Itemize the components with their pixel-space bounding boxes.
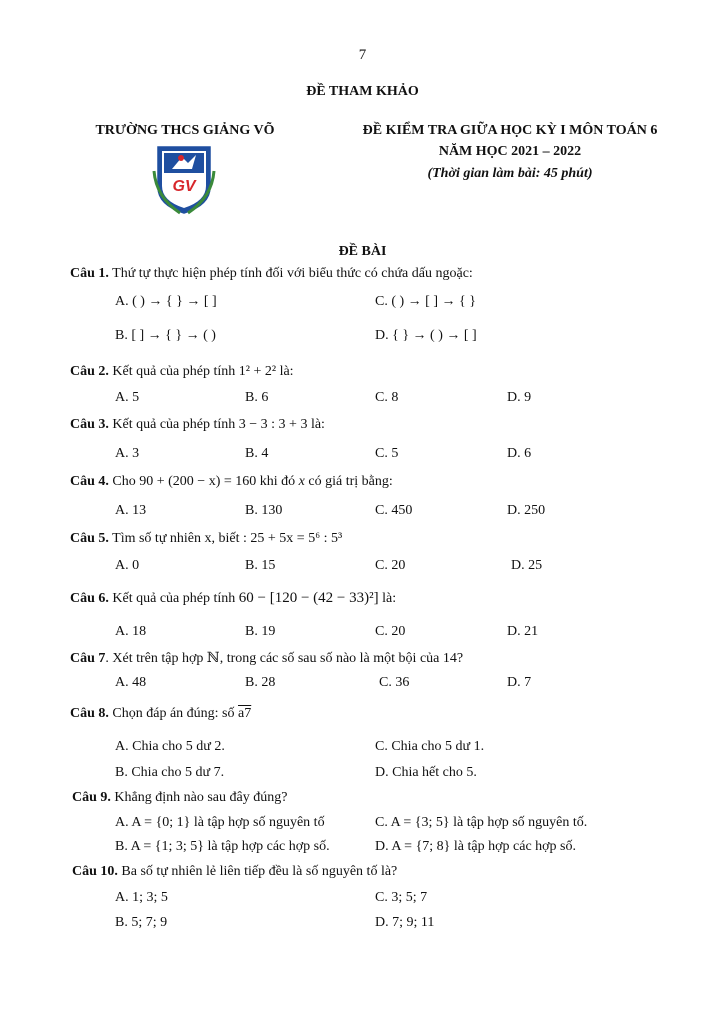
q1-option-a[interactable]: A. ( ) → { } → [ ] bbox=[115, 294, 217, 309]
q9-option-d[interactable]: D. A = {7; 8} là tập hợp các hợp số. bbox=[375, 839, 577, 854]
q8-option-a[interactable]: A. Chia cho 5 dư 2. bbox=[115, 739, 225, 754]
question-label: Câu 5. bbox=[70, 531, 109, 546]
q6-option-b[interactable]: B. 19 bbox=[245, 624, 276, 639]
section-title: ĐỀ BÀI bbox=[338, 244, 387, 259]
q2-option-c[interactable]: C. 8 bbox=[375, 390, 399, 405]
school-logo bbox=[152, 141, 216, 217]
question-text: Thứ tự thực hiện phép tính đối với biểu thức có chứa dấu ngoặc: bbox=[112, 266, 473, 281]
q10-option-b[interactable]: B. 5; 7; 9 bbox=[115, 915, 168, 930]
q10-option-d[interactable]: D. 7; 9; 11 bbox=[375, 915, 435, 930]
question-label: Câu 3. bbox=[70, 417, 109, 432]
question-text-end: , trong các số sau số nào là một bội của 14? bbox=[219, 651, 464, 666]
q2-option-b[interactable]: B. 6 bbox=[245, 390, 269, 405]
q4-option-b[interactable]: B. 130 bbox=[245, 503, 283, 518]
logo-lettering: GV bbox=[172, 178, 196, 195]
q3-option-b[interactable]: B. 4 bbox=[245, 446, 269, 461]
q10-option-a[interactable]: A. 1; 3; 5 bbox=[115, 890, 168, 905]
school-name: TRƯỜNG THCS GIẢNG VÕ bbox=[95, 123, 275, 138]
q1-option-d[interactable]: D. { } → ( ) → [ ] bbox=[375, 328, 477, 343]
question-6 bbox=[70, 589, 396, 608]
time-note: (Thời gian làm bài: 45 phút) bbox=[427, 166, 593, 181]
question-expression: 25 + 5x = 5⁶ : 5³ bbox=[250, 531, 343, 546]
q8-option-c[interactable]: C. Chia cho 5 dư 1. bbox=[375, 739, 485, 754]
q7-option-d[interactable]: D. 7 bbox=[507, 675, 532, 690]
q4-option-c[interactable]: C. 450 bbox=[375, 503, 413, 518]
q5-option-c[interactable]: C. 20 bbox=[375, 558, 406, 573]
question-4 bbox=[70, 473, 393, 491]
q3-option-d[interactable]: D. 6 bbox=[507, 446, 532, 461]
q4-option-a[interactable]: A. 13 bbox=[115, 503, 147, 518]
question-3 bbox=[70, 416, 325, 434]
question-7 bbox=[70, 650, 463, 668]
question-expression: 90 + (200 − x) = 160 bbox=[139, 474, 257, 489]
doc-label: ĐỀ THAM KHẢO bbox=[306, 84, 419, 99]
question-text: Khẳng định nào sau đây đúng? bbox=[114, 790, 288, 805]
q5-option-b[interactable]: B. 15 bbox=[245, 558, 276, 573]
q5-option-d[interactable]: D. 25 bbox=[511, 558, 543, 573]
q6-option-c[interactable]: C. 20 bbox=[375, 624, 406, 639]
question-label: Câu 6. bbox=[70, 591, 109, 606]
q2-option-d[interactable]: D. 9 bbox=[507, 390, 532, 405]
question-text-end: là: bbox=[310, 417, 325, 432]
q3-option-c[interactable]: C. 5 bbox=[375, 446, 399, 461]
q2-option-a[interactable]: A. 5 bbox=[115, 390, 140, 405]
question-variable: x bbox=[298, 474, 305, 489]
q9-option-b[interactable]: B. A = {1; 3; 5} là tập hợp các hợp số. bbox=[115, 839, 330, 854]
question-label: Câu 10. bbox=[72, 864, 118, 879]
q8-option-d[interactable]: D. Chia hết cho 5. bbox=[375, 765, 477, 780]
page-number: 7 bbox=[358, 47, 367, 63]
q7-option-c[interactable]: C. 36 bbox=[379, 675, 410, 690]
question-label: Câu 1. bbox=[70, 266, 109, 281]
question-text: Kết quả của phép tính bbox=[112, 591, 236, 606]
question-10 bbox=[72, 863, 397, 881]
q8-option-b[interactable]: B. Chia cho 5 dư 7. bbox=[115, 765, 225, 780]
question-text: Kết quả của phép tính bbox=[112, 364, 236, 379]
school-year: NĂM HỌC 2021 – 2022 bbox=[438, 144, 582, 159]
q6-option-d[interactable]: D. 21 bbox=[507, 624, 539, 639]
question-text: Chọn đáp án đúng: số bbox=[112, 706, 235, 721]
q1-option-b[interactable]: B. [ ] → { } → ( ) bbox=[115, 328, 216, 343]
q7-option-a[interactable]: A. 48 bbox=[115, 675, 147, 690]
question-5 bbox=[70, 530, 342, 548]
natural-numbers-symbol: ℕ bbox=[206, 651, 220, 666]
question-text: Cho bbox=[112, 474, 136, 489]
q5-option-a[interactable]: A. 0 bbox=[115, 558, 140, 573]
question-text-end: là: bbox=[382, 591, 397, 606]
q9-option-a[interactable]: A. A = {0; 1} là tập hợp số nguyên tố bbox=[115, 815, 325, 830]
exam-title: ĐỀ KIỂM TRA GIỮA HỌC KỲ I MÔN TOÁN 6 bbox=[362, 123, 658, 138]
q6-option-a[interactable]: A. 18 bbox=[115, 624, 147, 639]
question-text: Kết quả của phép tính bbox=[112, 417, 236, 432]
question-text-mid: khi đó bbox=[259, 474, 296, 489]
q10-option-c[interactable]: C. 3; 5; 7 bbox=[375, 890, 428, 905]
q9-option-c[interactable]: C. A = {3; 5} là tập hợp số nguyên tố. bbox=[375, 815, 588, 830]
question-expression: 3 − 3 : 3 + 3 bbox=[238, 417, 308, 432]
question-label: Câu 7 bbox=[70, 651, 106, 666]
q4-option-d[interactable]: D. 250 bbox=[507, 503, 546, 518]
question-8 bbox=[70, 705, 251, 723]
question-label: Câu 2. bbox=[70, 364, 109, 379]
question-number: a7 bbox=[238, 706, 252, 721]
question-label: Câu 4. bbox=[70, 474, 109, 489]
question-text: Tìm số tự nhiên x, biết : bbox=[112, 531, 247, 546]
question-label: Câu 9. bbox=[72, 790, 111, 805]
question-text: Ba số tự nhiên lẻ liên tiếp đều là số nguyên tố là? bbox=[121, 864, 398, 879]
question-1 bbox=[70, 265, 473, 283]
question-9 bbox=[72, 789, 287, 807]
question-label: Câu 8. bbox=[70, 706, 109, 721]
question-text: . Xét trên tập hợp bbox=[105, 651, 204, 666]
q3-option-a[interactable]: A. 3 bbox=[115, 446, 140, 461]
question-expression: 60 − [120 − (42 − 33)²] bbox=[238, 590, 379, 606]
question-expression: 1² + 2² bbox=[238, 364, 277, 379]
question-text-end: có giá trị bằng: bbox=[308, 474, 393, 489]
question-text-end: là: bbox=[279, 364, 294, 379]
q7-option-b[interactable]: B. 28 bbox=[245, 675, 276, 690]
q1-option-c[interactable]: C. ( ) → [ ] → { } bbox=[375, 294, 476, 309]
question-2 bbox=[70, 363, 294, 381]
